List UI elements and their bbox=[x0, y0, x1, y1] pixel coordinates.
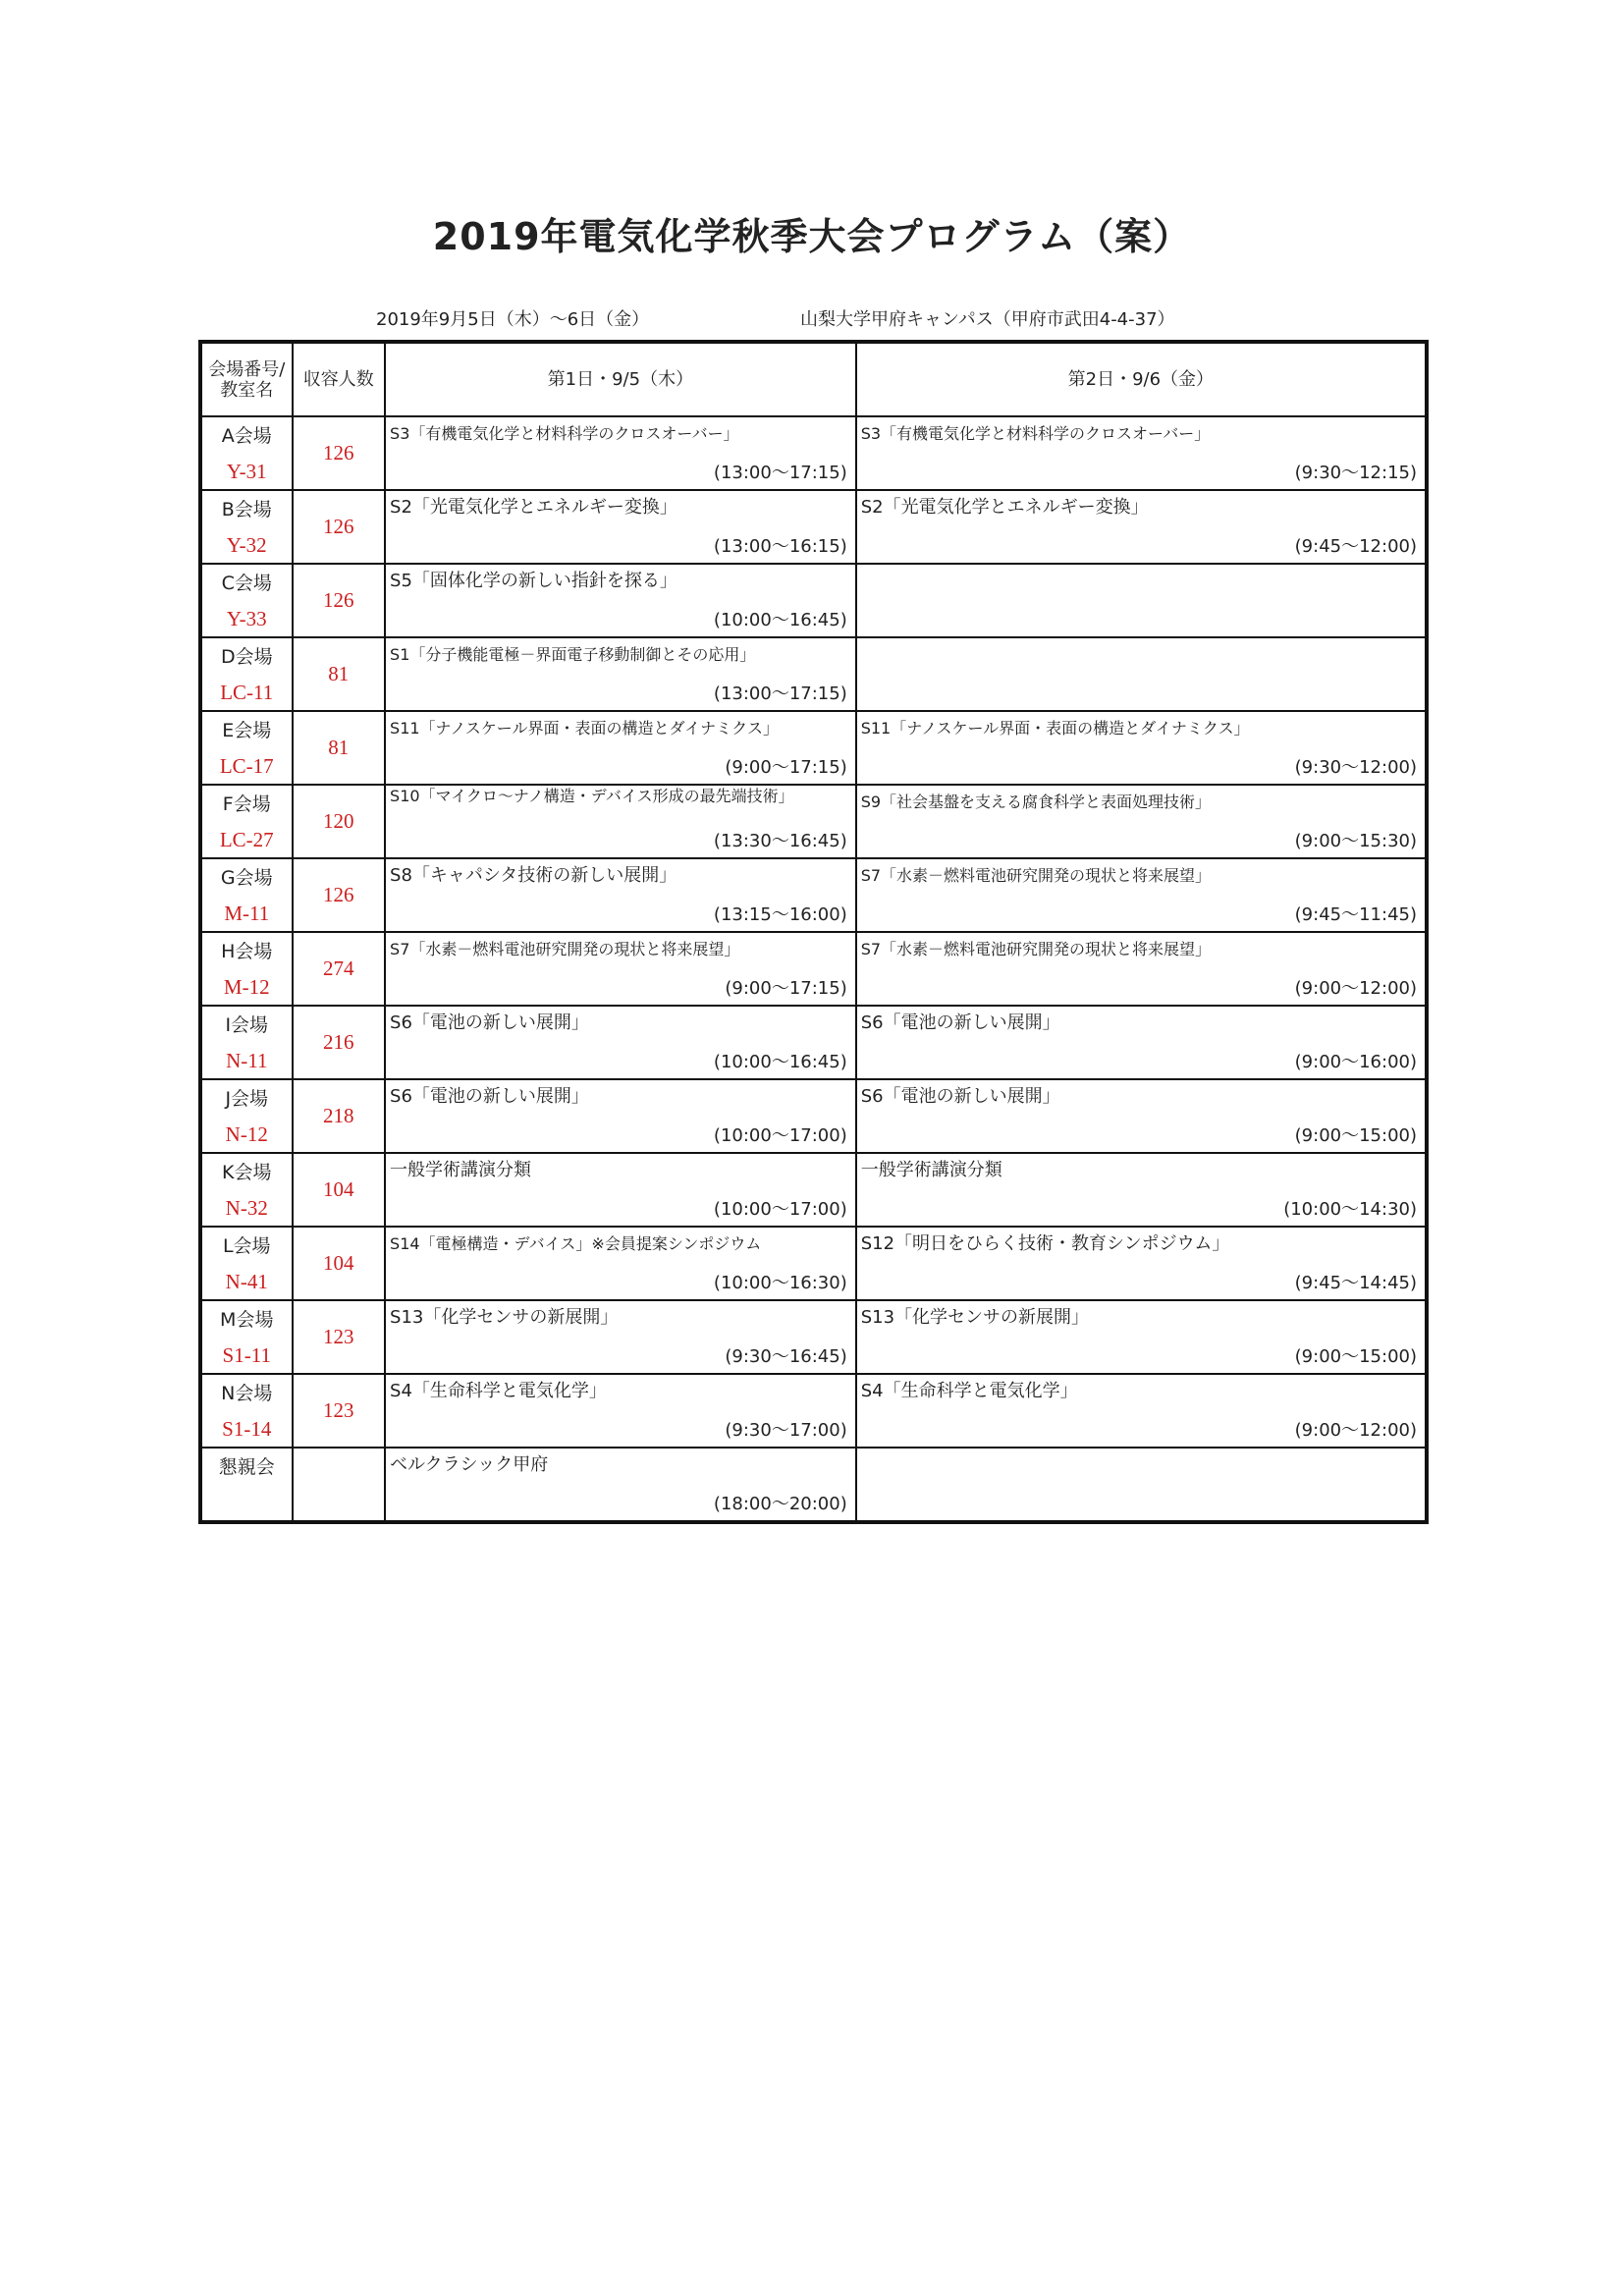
day1-session-cell bbox=[385, 1227, 856, 1300]
session-title: S2「光電気化学とエネルギー変換」 bbox=[860, 497, 1149, 518]
table-row bbox=[200, 1227, 1427, 1300]
header-day1: 第1日・9/5（木） bbox=[385, 342, 856, 416]
session-time: (13:00～17:15) bbox=[713, 683, 847, 704]
day2-session-cell bbox=[856, 490, 1427, 564]
room-cell bbox=[200, 711, 293, 785]
room-code: N-11 bbox=[226, 1049, 268, 1072]
session-time: (9:00～16:00) bbox=[1294, 1052, 1417, 1072]
session-time: (9:00～12:00) bbox=[1294, 1420, 1417, 1441]
session-time: (9:45～14:45) bbox=[1294, 1273, 1417, 1293]
table-row bbox=[200, 416, 1427, 490]
session-time: (10:00～17:00) bbox=[713, 1199, 847, 1220]
header-capacity: 収容人数 bbox=[293, 342, 386, 416]
session-title: 一般学術講演分類 bbox=[390, 1160, 532, 1180]
room-code: S1-14 bbox=[222, 1417, 272, 1441]
room-label: J会場 bbox=[225, 1088, 269, 1110]
session-title: S9「社会基盤を支える腐食科学と表面処理技術」 bbox=[860, 793, 1212, 811]
session-time: (13:30～16:45) bbox=[713, 831, 847, 851]
session-time: (9:45～12:00) bbox=[1294, 536, 1417, 557]
day2-session-cell bbox=[856, 858, 1427, 932]
room-label: I会場 bbox=[225, 1014, 269, 1036]
day1-session-cell bbox=[385, 1006, 856, 1079]
capacity-cell: 123 bbox=[293, 1374, 386, 1448]
room-cell bbox=[200, 1079, 293, 1153]
session-title: S3「有機電気化学と材料科学のクロスオーバー」 bbox=[390, 424, 739, 443]
session-time: (13:15～16:00) bbox=[713, 904, 847, 925]
session-title: S6「電池の新しい展開」 bbox=[860, 1086, 1060, 1107]
conference-dates: 2019年9月5日（木）～6日（金） bbox=[376, 309, 650, 330]
room-label: E会場 bbox=[222, 720, 272, 741]
capacity-cell bbox=[293, 1448, 386, 1522]
capacity-cell: 104 bbox=[293, 1227, 386, 1300]
room-cell bbox=[200, 785, 293, 858]
header-day2: 第2日・9/6（金） bbox=[856, 342, 1427, 416]
session-time: (9:45～11:45) bbox=[1294, 904, 1417, 925]
session-time: (13:00～17:15) bbox=[713, 463, 847, 483]
session-title: S8「キャパシタ技術の新しい展開」 bbox=[390, 865, 677, 886]
room-cell bbox=[200, 858, 293, 932]
room-label: N会場 bbox=[221, 1383, 273, 1404]
session-time: (10:00～17:00) bbox=[713, 1125, 847, 1146]
table-row bbox=[200, 932, 1427, 1006]
session-title: S6「電池の新しい展開」 bbox=[390, 1012, 589, 1033]
day1-session-cell bbox=[385, 490, 856, 564]
room-code: M-12 bbox=[223, 975, 270, 999]
session-time: (9:00～15:00) bbox=[1294, 1125, 1417, 1146]
capacity-cell: 126 bbox=[293, 490, 386, 564]
session-title: S4「生命科学と電気化学」 bbox=[860, 1381, 1078, 1401]
capacity-cell: 120 bbox=[293, 785, 386, 858]
day2-session-cell bbox=[856, 1006, 1427, 1079]
day1-session-cell bbox=[385, 1448, 856, 1522]
day2-session-cell bbox=[856, 785, 1427, 858]
room-code: N-32 bbox=[225, 1196, 268, 1220]
day1-session-cell bbox=[385, 1300, 856, 1374]
table-row bbox=[200, 785, 1427, 858]
table-row bbox=[200, 637, 1427, 711]
day2-session-cell bbox=[856, 1448, 1427, 1522]
session-time: (13:00～16:15) bbox=[713, 536, 847, 557]
session-title: S7「水素－燃料電池研究開発の現状と将来展望」 bbox=[860, 940, 1212, 958]
day1-session-cell bbox=[385, 858, 856, 932]
day1-session-cell bbox=[385, 564, 856, 637]
session-title: S7「水素－燃料電池研究開発の現状と将来展望」 bbox=[390, 940, 740, 958]
session-time: (9:00～15:30) bbox=[1294, 831, 1417, 851]
session-time: (18:00～20:00) bbox=[713, 1494, 847, 1514]
room-code: S1-11 bbox=[222, 1343, 271, 1367]
room-code: M-11 bbox=[224, 902, 270, 925]
room-label: B会場 bbox=[221, 499, 272, 520]
session-time: (9:30～17:00) bbox=[725, 1420, 847, 1441]
session-title: S4「生命科学と電気化学」 bbox=[390, 1381, 607, 1401]
room-label: F会場 bbox=[222, 793, 271, 815]
session-title: ベルクラシック甲府 bbox=[390, 1454, 549, 1475]
room-cell bbox=[200, 1227, 293, 1300]
session-title: S12「明日をひらく技術・教育シンポジウム」 bbox=[860, 1233, 1230, 1254]
session-time: (9:30～16:45) bbox=[725, 1346, 847, 1367]
session-title: S6「電池の新しい展開」 bbox=[860, 1012, 1060, 1033]
session-title: S5「固体化学の新しい指針を探る」 bbox=[390, 571, 677, 591]
session-time: (10:00～14:30) bbox=[1283, 1199, 1417, 1220]
capacity-cell: 274 bbox=[293, 932, 386, 1006]
room-cell bbox=[200, 490, 293, 564]
capacity-cell: 126 bbox=[293, 416, 386, 490]
day2-session-cell bbox=[856, 711, 1427, 785]
page-title: 2019年電気化学秋季大会プログラム（案） bbox=[432, 215, 1192, 258]
room-cell bbox=[200, 637, 293, 711]
day2-session-cell bbox=[856, 564, 1427, 637]
session-time: (10:00～16:45) bbox=[713, 610, 847, 630]
room-cell bbox=[200, 564, 293, 637]
room-cell bbox=[200, 932, 293, 1006]
room-code: N-12 bbox=[225, 1122, 268, 1146]
room-label: K会場 bbox=[222, 1162, 272, 1183]
session-title: 一般学術講演分類 bbox=[860, 1160, 1002, 1180]
day2-session-cell bbox=[856, 1153, 1427, 1227]
room-code: LC-11 bbox=[220, 681, 274, 704]
day2-session-cell bbox=[856, 1227, 1427, 1300]
session-title: S14「電極構造・デバイス」※会員提案シンポジウム bbox=[390, 1234, 762, 1253]
room-code: N-41 bbox=[225, 1270, 268, 1293]
room-label: G会場 bbox=[220, 867, 273, 889]
room-label: D会場 bbox=[220, 646, 273, 668]
room-cell bbox=[200, 1374, 293, 1448]
table-row bbox=[200, 858, 1427, 932]
room-code: Y-32 bbox=[226, 533, 267, 557]
table-row bbox=[200, 1153, 1427, 1227]
table-row bbox=[200, 1079, 1427, 1153]
day1-session-cell bbox=[385, 1374, 856, 1448]
room-label: A会場 bbox=[221, 425, 272, 447]
table-row bbox=[200, 1300, 1427, 1374]
session-title: S11「ナノスケール界面・表面の構造とダイナミクス」 bbox=[390, 719, 779, 738]
session-title: S13「化学センサの新展開」 bbox=[860, 1307, 1090, 1328]
table-row bbox=[200, 711, 1427, 785]
day1-session-cell bbox=[385, 1079, 856, 1153]
day2-session-cell bbox=[856, 416, 1427, 490]
capacity-cell: 126 bbox=[293, 564, 386, 637]
session-title: S10「マイクロ～ナノ構造・デバイス形成の最先端技術」 bbox=[390, 788, 794, 804]
day2-session-cell bbox=[856, 1374, 1427, 1448]
conference-venue: 山梨大学甲府キャンパス（甲府市武田4-4-37） bbox=[800, 309, 1175, 330]
day1-session-cell bbox=[385, 1153, 856, 1227]
room-cell bbox=[200, 1300, 293, 1374]
session-time: (10:00～16:30) bbox=[713, 1273, 847, 1293]
room-label: C会場 bbox=[221, 573, 272, 594]
room-code: LC-17 bbox=[219, 754, 274, 778]
program-table bbox=[198, 340, 1429, 1524]
room-label: M会場 bbox=[220, 1309, 274, 1331]
room-cell bbox=[200, 1006, 293, 1079]
session-title: S3「有機電気化学と材料科学のクロスオーバー」 bbox=[860, 424, 1211, 443]
table-row bbox=[200, 1374, 1427, 1448]
table-body bbox=[200, 416, 1427, 1522]
session-title: S2「光電気化学とエネルギー変換」 bbox=[390, 497, 677, 518]
day1-session-cell bbox=[385, 416, 856, 490]
capacity-cell: 123 bbox=[293, 1300, 386, 1374]
day2-session-cell bbox=[856, 1079, 1427, 1153]
room-label: 懇親会 bbox=[218, 1456, 275, 1478]
session-title: S1「分子機能電極－界面電子移動制御とその応用」 bbox=[390, 645, 756, 664]
table-row bbox=[200, 1006, 1427, 1079]
room-cell bbox=[200, 416, 293, 490]
session-time: (9:00～17:15) bbox=[725, 757, 847, 778]
room-label: L会場 bbox=[222, 1235, 271, 1257]
table-row bbox=[200, 564, 1427, 637]
session-time: (9:00～12:00) bbox=[1294, 978, 1417, 999]
day2-session-cell bbox=[856, 1300, 1427, 1374]
day1-session-cell bbox=[385, 711, 856, 785]
table-header-row bbox=[200, 342, 1427, 416]
capacity-cell: 126 bbox=[293, 858, 386, 932]
capacity-cell: 216 bbox=[293, 1006, 386, 1079]
day1-session-cell bbox=[385, 932, 856, 1006]
session-time: (9:30～12:00) bbox=[1294, 757, 1417, 778]
room-label: H会場 bbox=[221, 941, 273, 962]
day1-session-cell bbox=[385, 637, 856, 711]
capacity-cell: 104 bbox=[293, 1153, 386, 1227]
room-cell bbox=[200, 1153, 293, 1227]
capacity-cell: 218 bbox=[293, 1079, 386, 1153]
capacity-cell: 81 bbox=[293, 711, 386, 785]
session-time: (9:00～15:00) bbox=[1294, 1346, 1417, 1367]
session-time: (9:00～17:15) bbox=[725, 978, 847, 999]
session-time: (10:00～16:45) bbox=[713, 1052, 847, 1072]
room-code: Y-33 bbox=[226, 607, 267, 630]
room-code: Y-31 bbox=[226, 460, 267, 483]
day2-session-cell bbox=[856, 932, 1427, 1006]
room-code: LC-27 bbox=[219, 828, 274, 851]
session-time: (9:30～12:15) bbox=[1294, 463, 1417, 483]
session-title: S11「ナノスケール界面・表面の構造とダイナミクス」 bbox=[860, 719, 1250, 738]
header-room: 会場番号/教室名 bbox=[200, 342, 293, 416]
table-row bbox=[200, 490, 1427, 564]
day2-session-cell bbox=[856, 637, 1427, 711]
capacity-cell: 81 bbox=[293, 637, 386, 711]
table-row bbox=[200, 1448, 1427, 1522]
session-title: S13「化学センサの新展開」 bbox=[390, 1307, 619, 1328]
room-cell bbox=[200, 1448, 293, 1522]
session-title: S7「水素－燃料電池研究開発の現状と将来展望」 bbox=[860, 866, 1212, 885]
session-title: S6「電池の新しい展開」 bbox=[390, 1086, 589, 1107]
day1-session-cell bbox=[385, 785, 856, 858]
